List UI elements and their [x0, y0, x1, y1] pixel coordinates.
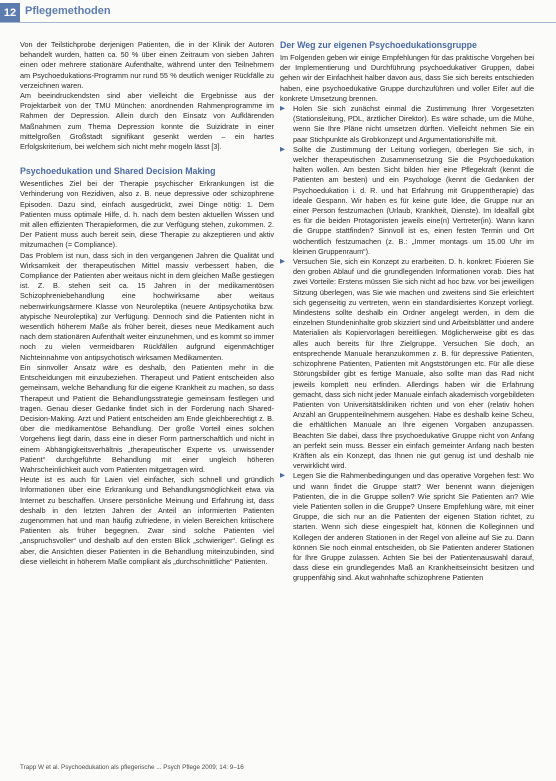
triangle-bullet-icon: ▶	[280, 105, 285, 113]
triangle-bullet-icon: ▶	[280, 472, 285, 480]
page-number: 12	[0, 3, 20, 22]
list-item	[280, 471, 534, 583]
list-item	[280, 104, 534, 145]
intro-paragraph: Von der Teilstichprobe derjenigen Patienten, die in der Klinik der Autoren behandelt wurden, hatten ca. 50 % über einen Zeitraum von sieben Jahren einen oder mehrere stationäre Aufenthalte, während unter den Teilnehmern am Psychoedukations-Programm nur rund 55 % deutlich weniger Rückfälle zu verzeichnen waren.	[20, 40, 274, 90]
footer-citation: Trapp W et al. Psychoedukation als pflegerische ... Psych Pflege 2009; 14: 9–16	[20, 764, 244, 771]
triangle-bullet-icon: ▶	[280, 258, 285, 266]
paragraph: Ein sinnvoller Ansatz wäre es deshalb, den Patienten mehr in die Entscheidungen mit einzubeziehen. Therapeut und Patient entscheiden also gemeinsam, welche Behandlung für die eigene Krankheit zu machen, so dass Therapeut und Patient die Behandlungsstrategie gemeinsam festlegen und tragen. Genau dieser Gedanke findet sich in der Forderung nach Shared-Decision-Making. Arzt und Patient entscheiden am Ende gleichberechtigt z. B. über die medikamentöse Behandlung. Der große Vorteil eines solchen Vorgehens liegt darin, dass eine in dieser Form partnerschaftlich und nicht in einem Abhängigkeitsverhältnis „therapeutischer Experte vs. unwissender Patient“ durchgeführte Behandlung mit einer ungleich höheren Wahrscheinlichkeit auch vom Patienten mitgetragen wird.	[20, 362, 274, 474]
right-column	[280, 40, 534, 584]
left-column	[20, 40, 274, 567]
header-rule	[0, 22, 556, 23]
triangle-bullet-icon: ▶	[280, 145, 285, 153]
list-item-text: Versuchen Sie, sich ein Konzept zu erarbeiten. D. h. konkret: Fixieren Sie den groben Ablauf und die grundlegenden Informationen vorab. Dies hat zwei Vorteile: Erstens müssen Sie sich nicht ad hoc bzw. vor bei jeweiligen Sitzung überlegen, was Sie wie machen und zweitens sind Sie erleichtert sich gegenseitig zu vertreten, wenn ein standardisiertes Konzept vorliegt. Mindestens sollte deshalb ein Ordner angelegt werden, in dem die einzelnen Stundeninhalte grob skizziert sind und Arbeitsblätter und andere Materialien als Kopiervorlagen bereitliegen. Möglicherweise gibt es das alles auch bereits für Ihre Zielgruppe. Versuchen Sie doch, an entsprechende Manuale heranzukommen z. B. für depressive Patienten, schizophrene Patienten, Patienten mit Angststörungen etc. Für alle diese Störungsbilder gibt es fertige Manuale, also sollte man das Rad nicht jeweils komplett neu erfinden. Allerdings haben wir die Erfahrung gemacht, dass sich nicht jeder Manuale einfach akademisch vorgebildeten Patienten von Universitätskliniken richten und von eher (relativ hohen Anzahl an Gruppenteilnehmern ausgehen. Habe es deshalb keine Scheu, die erhältlichen Manuale an Ihre eigenen Vorgaben anzupassen. Beachten Sie dabei, dass Ihre psychoedukative Gruppe nicht von Anfang an perfekt sein muss. Besser ein einfach gemeinter Anfang nach besten Kräften als ein Konzept, das Ihnen nie gut genug ist und deshalb nie verwirklicht wird.	[293, 257, 534, 471]
paragraph: Am beeindruckendsten sind aber vielleicht die Ergebnisse aus der Projektarbeit von der TMU München: anordnenden Rahmenprogramme im Rahmen der Depression. Allein durch den Einsatz von Aufklärenden Maßnahmen zum Thema Depression konnte die Suizidrate in einer mittelgroßen Großstadt signifikant gesenkt werden – ein hartes Erfolgskriterium, bei welchem sich nicht mehr mogeln lässt [3].	[20, 91, 274, 152]
page-header	[0, 0, 556, 22]
list-item-text: Legen Sie die Rahmenbedingungen und das operative Vorgehen fest: Wo und wann findet die Gruppe statt? Wer benennt wann diejenigen Patienten, die in die Gruppe sollen? Wie spricht Sie Patienten an? Wie viele Patienten sollen in die Gruppe? Unsere Empfehlung wäre, mit einer Gruppe, die sich nur an die Patienten der eigenen Station richtet, zu starten. Wenn sich diese eingespielt hat, können die Kolleginnen und Kollegen der anderen Stationen in der Regel von alleine auf Sie zu. Dann können Sie noch einmal entscheiden, ob Sie Patienten anderer Stationen für Ihre Gruppe zulassen. Achten Sie bei der Patientenauswahl darauf, dass diese ein grundlegendes Maß an Krankheitseinsicht besitzen und gruppenfähig sind. Akut wahnhafte schizophrene Patienten	[293, 471, 534, 583]
list-item-text: Sollte die Zustimmung der Leitung vorliegen, überlegen Sie sich, in welcher therapeutischen Zusammensetzung Sie die Psychoedukation halten wollen. Am besten Sicht bilden hier eine Pflegekraft (kennt die Patienten am besten) und ein Psychologe (kennt die Gedanken der Psychoedukation i. d. R. und hat Erfahrung mit Gruppentherapie) das ideale Gespann. Wir haben es für keine gute Idee, die Gruppe nur an einer Person festzumachen (Urlaub, Krankheit, Dienste). Im Idealfall gibt es für die beiden Protagonisten jeweils eine(n) Vertreter(in). Wann kann die Gruppe stattfinden? Sinnvoll ist es, einen festen Termin und Ort wöchentlich festzumachen (z. B.: „Immer montags um 15.00 Uhr im kleinen Gruppenraum“).	[293, 144, 534, 256]
intro-paragraph: Im Folgenden geben wir einige Empfehlungen für das praktische Vorgehen bei der Implementierung und Durchführung psychoedukativer Gruppen, dabei gehen wir der Einfachheit halber davon aus, dass Sie sich bereits entschieden haben, eine psychoedukative Gruppe durchzuführen und voller Eifer auf die konkrete Umsetzung brennen.	[280, 53, 534, 103]
paragraph: Das Problem ist nun, dass sich in den vergangenen Jahren die Qualität und Wirksamkeit der therapeutischen Mittel massiv verbessert haben, die Compliance der Patienten aber weitaus nicht in dem gleichen Maße gestiegen ist. Z. B. stehen seit ca. 15 Jahren in der medikamentösen Schizophreniebehandlung eine hochwirksame aber weitaus nebenwirkungsärmere Klasse von Neuroleptika (neuere Antipsychotika bzw. atypische Neuroleptika) zur Verfügung. Dennoch sind die Patienten nicht in wesentlich höherem Maße als früher bereit, dieses neue Medikament auch nach dem stationären Aufenthalt weiter einzunehmen, und es kommt so immer noch zu vielen vermeidbaren Rückfällen aufgrund eigenmächtiger Nichteinnahme von antipsychotisch wirksamen Medikamenten.	[20, 250, 274, 362]
list-item	[280, 145, 534, 257]
section-heading: Der Weg zur eigenen Psychoedukationsgruppe	[280, 40, 477, 50]
paragraph: Heute ist es auch für Laien viel einfacher, sich schnell und gründlich Informationen über eine Erkrankung und Behandlungsmöglichkeit etwa via Internet zu beschaffen. Unsere persönliche Meinung und Erfahrung ist, dass deshalb in den letzten Jahren der Anteil an informierten Patienten zugenommen hat und man häufig zufriedene, in vielen Bereichen kritischere Patienten als früher begegnen. Zwar sind solche Patienten viel „anspruchsvoller“ und deshalb auf den ersten Blick „schwieriger“. Gelingt es aber, die Ansichten dieser Patienten in die Behandlung miteinzubinden, sind diese vielleicht in höherem Maße compliant als „durchschnittliche“ Patienten.	[20, 475, 274, 566]
recommendation-list	[280, 104, 534, 584]
section-title: Pflegemethoden	[25, 5, 111, 17]
list-item	[280, 257, 534, 471]
section-heading: Psychoedukation und Shared Decision Making	[20, 166, 216, 177]
paragraph: Wesentliches Ziel bei der Therapie psychischer Erkrankungen ist die Verhinderung von Rezidiven, also z. B. neue depressive oder schizophrene Episoden. Dazu sind, einfach ausgedrückt, zwei Dinge nötig: 1. Dem Patienten muss optimale Hilfe, d. h. nach dem besten aktuellen Wissen und mit allen effizienten Therapieformen, die zur Verfügung stehen, zukommen. 2. Der Patient muss auch bereit sein, diese Therapie zu akzeptieren und aktiv mitzumachen (= Compliance).	[20, 179, 274, 250]
list-item-text: Holen Sie sich zunächst einmal die Zustimmung Ihrer Vorgesetzten (Stationsleitung, PDL, ärztlicher Direktor). Es wäre schade, um die Mühe, wenn Sie Ihre Pläne nicht umsetzen dürften. Vielleicht nehmen Sie ein paar Stichpunkte als Grobkonzept und Argumentationshilfe mit.	[293, 104, 534, 144]
